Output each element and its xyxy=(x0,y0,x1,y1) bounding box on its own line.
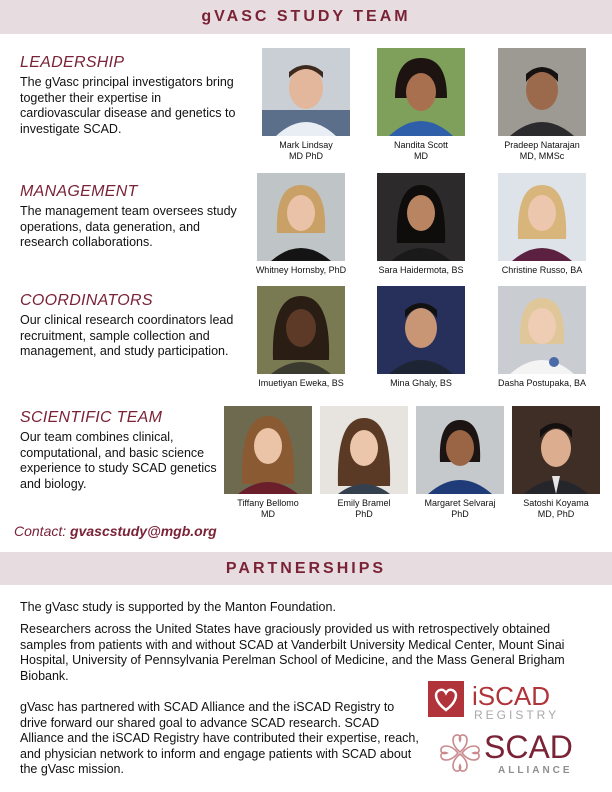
person-satoshi-koyama xyxy=(506,406,606,520)
portrait-photo xyxy=(512,406,600,494)
person-pradeep-natarajan xyxy=(486,48,598,162)
leadership-heading: LEADERSHIP xyxy=(20,54,125,71)
contact-line xyxy=(14,523,217,539)
person-credentials: MD PhD xyxy=(288,151,323,161)
hearts-cluster-icon xyxy=(441,735,479,771)
management-section xyxy=(20,183,242,251)
contact-label: Contact: xyxy=(14,523,67,539)
person-name: Mina Ghaly, BS xyxy=(390,378,452,388)
partnerships-paragraph-researchers: Researchers across the United States have graciously provided us with retrospectively obtained samples from patients with and without SCAD at Vanderbilt University Medical Center, Mount Sinai Hospital, University of Pennsylvania Perelman School of Medicine, and the Mass General Brigham Biobank. xyxy=(20,622,565,683)
person-name: Whitney Hornsby, PhD xyxy=(255,265,347,275)
partnerships-paragraph-alliance: gVasc has partnered with SCAD Alliance and the iSCAD Registry to drive forward our shared goal to advance SCAD research. SCAD Alliance and the iSCAD Registry have contributed their expertise, reach, and physician network to inform and engage patients with SCAD about the gVasc mission. xyxy=(20,700,419,776)
scad-alliance-logo xyxy=(440,726,590,776)
person-credentials: PhD xyxy=(451,509,469,519)
scientific-team-description: Our team combines clinical, computational, and basic science experience to study SCAD genetics and biology. xyxy=(20,430,217,491)
leadership-section xyxy=(20,54,242,137)
person-mark-lindsay xyxy=(246,48,366,162)
portrait-photo xyxy=(498,173,586,261)
person-name: Margaret Selvaraj xyxy=(424,498,496,508)
person-whitney-hornsby xyxy=(246,173,356,276)
person-name: Emily Bramel xyxy=(337,498,391,508)
portrait-photo xyxy=(377,173,465,261)
person-name: Satoshi Koyama xyxy=(523,498,589,508)
portrait-photo xyxy=(224,406,312,494)
portrait-photo xyxy=(416,406,504,494)
person-margaret-selvaraj xyxy=(410,406,510,520)
team-header-band xyxy=(0,0,612,34)
portrait-photo xyxy=(257,286,345,374)
iscad-wordmark: iSCAD xyxy=(472,681,551,711)
portrait-photo xyxy=(262,48,350,136)
coordinators-heading: COORDINATORS xyxy=(20,292,153,309)
person-name: Christine Russo, BA xyxy=(501,265,583,275)
leadership-description: The gVasc principal investigators bring together their expertise in cardiovascular disease and genetics to investigate SCAD. xyxy=(20,75,236,136)
scientific-team-heading: SCIENTIFIC TEAM xyxy=(20,409,163,426)
coordinators-description: Our clinical research coordinators lead recruitment, sample collection and management, and study participation. xyxy=(20,313,234,358)
partnerships-paragraph-funding: The gVasc study is supported by the Manton Foundation. xyxy=(20,600,336,614)
portrait-photo xyxy=(498,286,586,374)
person-name: Mark Lindsay xyxy=(279,140,333,150)
person-imuetiyan-eweka xyxy=(246,286,356,389)
iscad-registry-subtitle: REGISTRY xyxy=(474,708,560,721)
coordinators-section xyxy=(20,292,242,360)
portrait-photo xyxy=(377,48,465,136)
management-heading: MANAGEMENT xyxy=(20,183,138,200)
partnerships-header-band xyxy=(0,552,612,585)
scad-wordmark: SCAD xyxy=(484,729,573,765)
management-description: The management team oversees study operations, data generation, and research collaborations. xyxy=(20,204,237,249)
portrait-photo xyxy=(498,48,586,136)
page-title: gVASC STUDY TEAM xyxy=(201,8,411,25)
person-name: Dasha Postupaka, BA xyxy=(497,378,587,388)
contact-email-link[interactable]: gvascstudy@mgb.org xyxy=(70,523,217,539)
iscad-logo-square xyxy=(428,681,464,717)
person-credentials: MD, PhD xyxy=(537,509,575,519)
person-name: Nandita Scott xyxy=(393,140,449,150)
person-name: Pradeep Natarajan xyxy=(504,140,580,150)
person-sara-haidermota xyxy=(366,173,476,276)
person-dasha-postupaka xyxy=(486,286,598,389)
scad-alliance-subtitle: ALLIANCE xyxy=(498,765,573,776)
person-credentials: MD, MMSc xyxy=(519,151,565,161)
person-name: Sara Haidermota, BS xyxy=(378,265,464,275)
person-christine-russo xyxy=(486,173,598,276)
iscad-registry-logo xyxy=(428,679,590,721)
person-credentials: PhD xyxy=(355,509,373,519)
person-credentials: MD xyxy=(261,509,275,519)
person-mina-ghaly xyxy=(366,286,476,389)
person-nandita-scott xyxy=(366,48,476,162)
portrait-photo xyxy=(377,286,465,374)
portrait-photo xyxy=(257,173,345,261)
partnerships-title: PARTNERSHIPS xyxy=(225,559,387,577)
scientific-team-section xyxy=(20,409,220,492)
person-credentials: MD xyxy=(414,151,428,161)
person-name: Tiffany Bellomo xyxy=(237,498,299,508)
person-name: Imuetiyan Eweka, BS xyxy=(258,378,344,388)
person-tiffany-bellomo xyxy=(218,406,318,520)
portrait-photo xyxy=(320,406,408,494)
person-emily-bramel xyxy=(314,406,414,520)
